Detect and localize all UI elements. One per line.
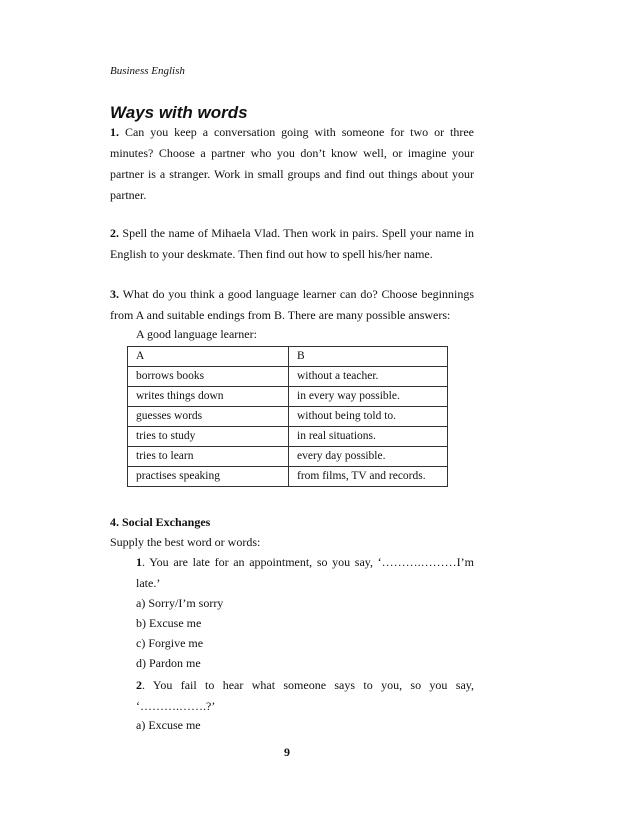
table-cell-a: practises speaking (128, 467, 289, 487)
table-cell-a: tries to study (128, 427, 289, 447)
option-item: a) Sorry/I’m sorry (136, 596, 224, 610)
table-row (128, 387, 448, 407)
table-cell-b: every day possible. (289, 447, 448, 467)
exercise-4-instruction: Supply the best word or words: (110, 535, 261, 549)
exercise-4-title: 4. Social Exchanges (110, 515, 211, 529)
exercise-2-text: Spell the name of Mihaela Vlad. Then work in pairs. Spell your name in English to your deskmate. Then find out how to spell his/her name. (110, 226, 475, 261)
exercise-3 (110, 284, 474, 326)
table-row (128, 447, 448, 467)
table-cell-b: from films, TV and records. (289, 467, 448, 487)
page-number: 9 (284, 745, 290, 759)
question-2-text: . You fail to hear what someone says to you, so you say, ‘……….…….?’ (136, 678, 474, 713)
option-item: d) Pardon me (136, 656, 201, 670)
table-cell-b: in every way possible. (289, 387, 448, 407)
table-cell-b: without a teacher. (289, 367, 448, 387)
table-cell-a: tries to learn (128, 447, 289, 467)
question-2 (136, 675, 474, 717)
table-row (128, 427, 448, 447)
table-header-a: A (128, 347, 289, 367)
table-cell-a: guesses words (128, 407, 289, 427)
table-header-row (128, 347, 448, 367)
exercise-3-number: 3. (110, 287, 119, 301)
exercise-3-text: What do you think a good language learner can do? Choose beginnings from A and suitable endings from B. There are many possible answers: (110, 287, 474, 322)
section-title: Ways with words (110, 103, 248, 122)
option-item: a) Excuse me (136, 718, 201, 732)
exercise-3-lead: A good language learner: (136, 327, 257, 341)
running-head: Business English (110, 65, 185, 77)
matching-table (127, 346, 448, 487)
question-2-number: 2 (136, 678, 142, 692)
table-cell-b: in real situations. (289, 427, 448, 447)
table-cell-a: writes things down (128, 387, 289, 407)
option-item: c) Forgive me (136, 636, 204, 650)
option-item: b) Excuse me (136, 616, 202, 630)
exercise-1-text: Can you keep a conversation going with someone for two or three minutes? Choose a partner who you don’t know well, or imagine your partner is a stranger. Work in small groups and find out things about your partner. (110, 125, 475, 202)
question-1-text: . You are late for an appointment, so you say, ‘……….………I’m late.’ (136, 555, 474, 590)
question-1-number: 1 (136, 555, 142, 569)
exercise-2-number: 2. (110, 226, 119, 240)
table-cell-a: borrows books (128, 367, 289, 387)
table-cell-b: without being told to. (289, 407, 448, 427)
table-row (128, 467, 448, 487)
question-1 (136, 552, 474, 594)
table-header-b: B (289, 347, 448, 367)
exercise-1 (110, 122, 474, 206)
exercise-1-number: 1. (110, 125, 119, 139)
exercise-2 (110, 223, 474, 265)
table-row (128, 367, 448, 387)
table-row (128, 407, 448, 427)
